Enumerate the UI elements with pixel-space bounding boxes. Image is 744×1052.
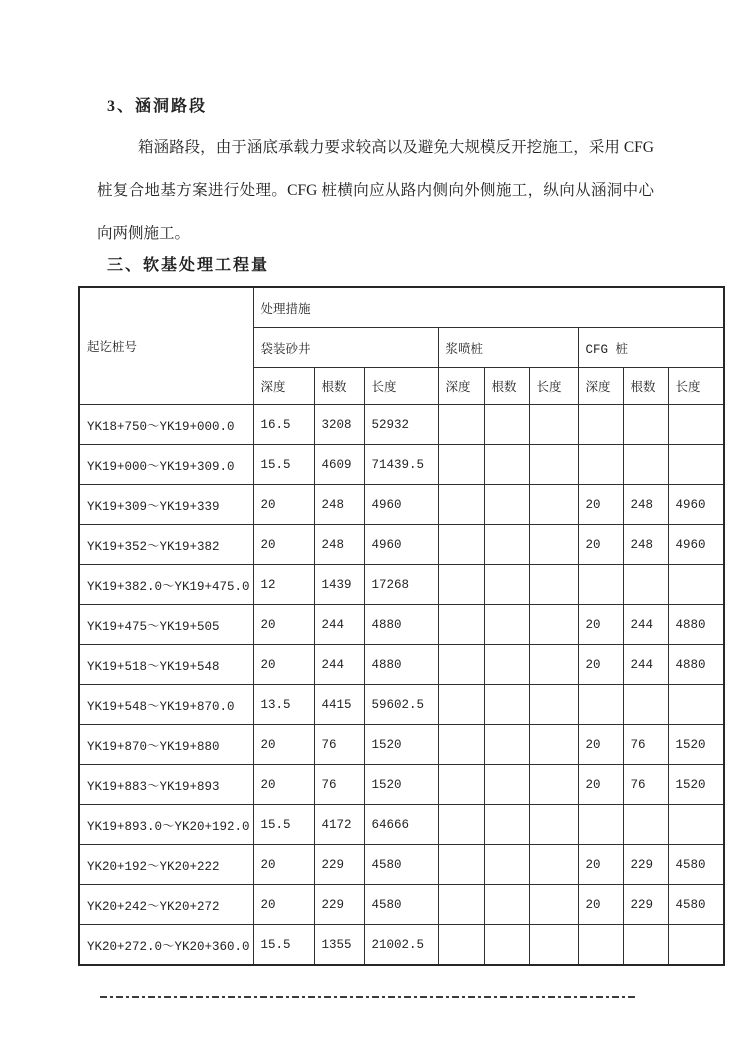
cell-cfg-depth: 20 — [578, 725, 623, 765]
cell-cfg-depth — [578, 685, 623, 725]
cell-slurry-depth — [438, 885, 484, 925]
cell-cfg-length: 4960 — [668, 485, 724, 525]
table-row — [79, 685, 724, 725]
cell-stake: YK19+870～YK19+880 — [79, 725, 253, 765]
table-heading: 三、软基处理工程量 — [107, 257, 270, 274]
cell-sand-depth: 20 — [253, 525, 314, 565]
cell-cfg-length: 4960 — [668, 525, 724, 565]
cell-sand-count: 229 — [314, 845, 364, 885]
cell-slurry-count — [484, 805, 529, 845]
cell-slurry-count — [484, 925, 529, 966]
cell-sand-depth: 20 — [253, 765, 314, 805]
cell-sand-count: 1355 — [314, 925, 364, 966]
cell-sand-count: 4172 — [314, 805, 364, 845]
cell-sand-length: 4960 — [364, 485, 438, 525]
paragraph-line: 箱涵路段，由于涵底承载力要求较高以及避免大规模反开挖施工，采用 CFG — [138, 139, 654, 156]
cell-cfg-depth — [578, 405, 623, 445]
subheader-count: 根数 — [314, 368, 364, 405]
cell-sand-length: 59602.5 — [364, 685, 438, 725]
cell-slurry-count — [484, 485, 529, 525]
cell-stake: YK20+272.0～YK20+360.0 — [79, 925, 253, 966]
cell-sand-length: 1520 — [364, 765, 438, 805]
cell-cfg-depth: 20 — [578, 525, 623, 565]
cell-cfg-count: 244 — [623, 605, 668, 645]
cell-stake: YK19+548～YK19+870.0 — [79, 685, 253, 725]
cell-cfg-length — [668, 405, 724, 445]
cell-slurry-depth — [438, 605, 484, 645]
soft-foundation-quantity-table — [78, 286, 725, 966]
cell-sand-depth: 15.5 — [253, 925, 314, 966]
cell-slurry-depth — [438, 925, 484, 966]
cell-slurry-depth — [438, 525, 484, 565]
subheader-depth: 深度 — [578, 368, 623, 405]
cell-slurry-count — [484, 405, 529, 445]
table-row — [79, 565, 724, 605]
header-group-cfg-pile: CFG 桩 — [578, 328, 724, 368]
cell-slurry-depth — [438, 405, 484, 445]
cell-slurry-length — [529, 605, 578, 645]
cell-cfg-depth — [578, 445, 623, 485]
cell-sand-count: 76 — [314, 765, 364, 805]
table-row — [79, 725, 724, 765]
cell-slurry-depth — [438, 645, 484, 685]
cell-cfg-count: 229 — [623, 845, 668, 885]
cell-stake: YK20+192～YK20+222 — [79, 845, 253, 885]
table-row — [79, 405, 724, 445]
cell-sand-length: 4880 — [364, 645, 438, 685]
table-row — [79, 525, 724, 565]
subheader-depth: 深度 — [438, 368, 484, 405]
table-row — [79, 845, 724, 885]
cell-slurry-count — [484, 885, 529, 925]
cell-slurry-count — [484, 645, 529, 685]
cell-cfg-length — [668, 445, 724, 485]
subheader-length: 长度 — [364, 368, 438, 405]
cell-slurry-count — [484, 565, 529, 605]
cell-sand-depth: 20 — [253, 645, 314, 685]
cell-sand-depth: 20 — [253, 485, 314, 525]
cell-sand-depth: 15.5 — [253, 805, 314, 845]
cell-cfg-count: 76 — [623, 765, 668, 805]
cell-stake: YK19+352～YK19+382 — [79, 525, 253, 565]
table-row — [79, 925, 724, 966]
cell-sand-count: 3208 — [314, 405, 364, 445]
cell-stake: YK19+893.0～YK20+192.0 — [79, 805, 253, 845]
cell-cfg-count: 248 — [623, 485, 668, 525]
body-paragraph — [97, 126, 654, 255]
cell-slurry-length — [529, 925, 578, 966]
cell-slurry-length — [529, 405, 578, 445]
header-group-slurry-jet-pile: 浆喷桩 — [438, 328, 578, 368]
cell-cfg-depth: 20 — [578, 765, 623, 805]
cell-cfg-length — [668, 685, 724, 725]
cell-sand-length: 4580 — [364, 845, 438, 885]
cell-sand-length: 64666 — [364, 805, 438, 845]
section-heading: 3、涵洞路段 — [107, 98, 208, 115]
cell-cfg-length: 1520 — [668, 765, 724, 805]
cell-cfg-count — [623, 565, 668, 605]
cell-sand-count: 244 — [314, 605, 364, 645]
cell-sand-depth: 20 — [253, 885, 314, 925]
cell-cfg-depth: 20 — [578, 605, 623, 645]
cell-sand-depth: 20 — [253, 725, 314, 765]
cell-slurry-length — [529, 885, 578, 925]
cell-sand-length: 4960 — [364, 525, 438, 565]
cell-sand-count: 4415 — [314, 685, 364, 725]
cell-sand-count: 244 — [314, 645, 364, 685]
table-row — [79, 485, 724, 525]
cell-sand-count: 76 — [314, 725, 364, 765]
cell-slurry-count — [484, 605, 529, 645]
cell-stake: YK19+382.0～YK19+475.0 — [79, 565, 253, 605]
cell-slurry-depth — [438, 845, 484, 885]
cell-slurry-depth — [438, 805, 484, 845]
cell-cfg-length: 4880 — [668, 605, 724, 645]
cell-sand-count: 4609 — [314, 445, 364, 485]
cell-slurry-depth — [438, 685, 484, 725]
cell-sand-length: 4880 — [364, 605, 438, 645]
cell-sand-length: 17268 — [364, 565, 438, 605]
cell-cfg-count — [623, 445, 668, 485]
cell-slurry-length — [529, 805, 578, 845]
cell-cfg-length — [668, 805, 724, 845]
table-row — [79, 805, 724, 845]
cell-sand-length: 71439.5 — [364, 445, 438, 485]
cell-sand-depth: 20 — [253, 845, 314, 885]
cell-slurry-length — [529, 645, 578, 685]
cell-stake: YK19+000～YK19+309.0 — [79, 445, 253, 485]
subheader-length: 长度 — [668, 368, 724, 405]
cell-cfg-length: 4580 — [668, 845, 724, 885]
cell-sand-depth: 15.5 — [253, 445, 314, 485]
cell-sand-count: 229 — [314, 885, 364, 925]
cell-cfg-length: 4880 — [668, 645, 724, 685]
subheader-depth: 深度 — [253, 368, 314, 405]
cell-cfg-count — [623, 925, 668, 966]
cell-sand-depth: 16.5 — [253, 405, 314, 445]
cell-cfg-length: 1520 — [668, 725, 724, 765]
cell-sand-depth: 20 — [253, 605, 314, 645]
paragraph-line: 向两侧施工。 — [97, 225, 191, 242]
cell-stake: YK19+518～YK19+548 — [79, 645, 253, 685]
cell-slurry-length — [529, 525, 578, 565]
table-row — [79, 445, 724, 485]
cell-cfg-count: 244 — [623, 645, 668, 685]
cell-sand-depth: 12 — [253, 565, 314, 605]
cell-cfg-depth — [578, 805, 623, 845]
cell-slurry-length — [529, 845, 578, 885]
cell-cfg-depth: 20 — [578, 845, 623, 885]
cell-sand-depth: 13.5 — [253, 685, 314, 725]
cell-slurry-length — [529, 685, 578, 725]
cell-cfg-count: 248 — [623, 525, 668, 565]
cell-cfg-length — [668, 925, 724, 966]
cell-slurry-count — [484, 845, 529, 885]
cell-cfg-depth: 20 — [578, 645, 623, 685]
subheader-count: 根数 — [484, 368, 529, 405]
cell-cfg-count — [623, 805, 668, 845]
cell-slurry-length — [529, 725, 578, 765]
subheader-count: 根数 — [623, 368, 668, 405]
cell-sand-length: 1520 — [364, 725, 438, 765]
cell-slurry-count — [484, 525, 529, 565]
cell-slurry-count — [484, 445, 529, 485]
header-treatment-measures: 处理措施 — [253, 287, 724, 328]
cell-slurry-depth — [438, 725, 484, 765]
paragraph-line: 桩复合地基方案进行处理。CFG 桩横向应从路内侧向外侧施工，纵向从涵洞中心 — [97, 182, 654, 199]
cell-cfg-depth: 20 — [578, 485, 623, 525]
cell-cfg-depth — [578, 565, 623, 605]
cell-slurry-count — [484, 685, 529, 725]
cell-stake: YK19+309～YK19+339 — [79, 485, 253, 525]
header-stake-range: 起讫桩号 — [79, 287, 253, 405]
table-row — [79, 885, 724, 925]
subheader-length: 长度 — [529, 368, 578, 405]
cell-slurry-depth — [438, 445, 484, 485]
cell-stake: YK19+475～YK19+505 — [79, 605, 253, 645]
cell-sand-count: 248 — [314, 485, 364, 525]
cell-cfg-length — [668, 565, 724, 605]
cell-cfg-count: 76 — [623, 725, 668, 765]
header-group-bagged-sand-well: 袋装砂井 — [253, 328, 438, 368]
cell-slurry-length — [529, 445, 578, 485]
cell-sand-length: 4580 — [364, 885, 438, 925]
cell-stake: YK20+242～YK20+272 — [79, 885, 253, 925]
cell-stake: YK19+883～YK19+893 — [79, 765, 253, 805]
cell-cfg-depth — [578, 925, 623, 966]
cell-cfg-length: 4580 — [668, 885, 724, 925]
cell-slurry-length — [529, 765, 578, 805]
table-row — [79, 645, 724, 685]
cell-cfg-depth: 20 — [578, 885, 623, 925]
cell-slurry-depth — [438, 765, 484, 805]
footer-separator-line — [100, 996, 637, 998]
cell-sand-length: 21002.5 — [364, 925, 438, 966]
cell-stake: YK18+750～YK19+000.0 — [79, 405, 253, 445]
cell-slurry-length — [529, 485, 578, 525]
cell-cfg-count — [623, 685, 668, 725]
cell-slurry-length — [529, 565, 578, 605]
cell-slurry-count — [484, 725, 529, 765]
cell-sand-count: 248 — [314, 525, 364, 565]
cell-cfg-count — [623, 405, 668, 445]
cell-sand-length: 52932 — [364, 405, 438, 445]
cell-cfg-count: 229 — [623, 885, 668, 925]
table-row — [79, 765, 724, 805]
cell-slurry-depth — [438, 565, 484, 605]
table-row — [79, 605, 724, 645]
cell-slurry-count — [484, 765, 529, 805]
cell-sand-count: 1439 — [314, 565, 364, 605]
cell-slurry-depth — [438, 485, 484, 525]
